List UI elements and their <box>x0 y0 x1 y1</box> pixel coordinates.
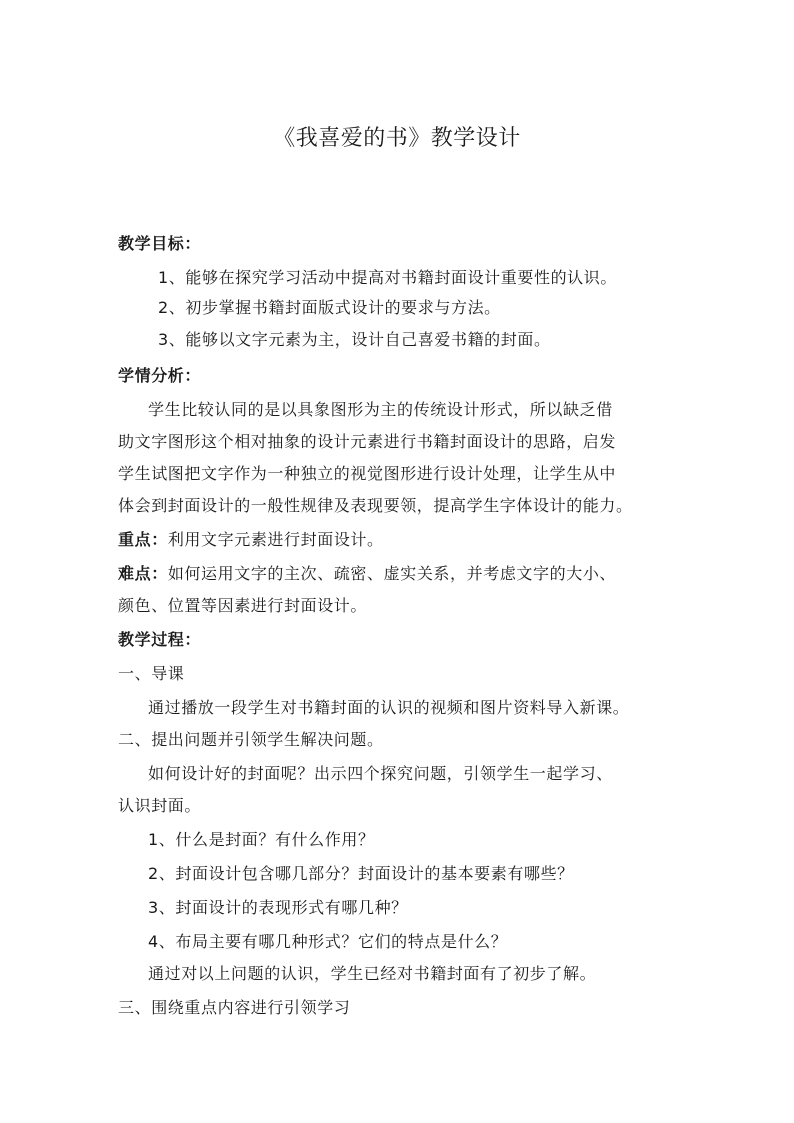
question-3: 3、封面设计的表现形式有哪几种？ <box>148 898 408 917</box>
section-2-summary: 通过对以上问题的认识，学生已经对书籍封面有了初步了解。 <box>148 964 597 983</box>
process-heading: 教学过程： <box>118 630 202 649</box>
question-1: 1、什么是封面？有什么作用？ <box>148 830 375 849</box>
objective-item-3: 3、能够以文字元素为主，设计自己喜爱书籍的封面。 <box>158 330 551 349</box>
question-2: 2、封面设计包含哪几部分？封面设计的基本要素有哪些？ <box>148 864 574 883</box>
analysis-line-2: 助文字图形这个相对抽象的设计元素进行书籍封面设计的思路，启发 <box>118 432 617 451</box>
analysis-line-3: 学生试图把文字作为一种独立的视觉图形进行设计处理，让学生从中 <box>118 464 617 483</box>
key-point-label: 重点： <box>118 530 168 549</box>
key-point-line <box>118 528 698 552</box>
section-2-text-1: 如何设计好的封面呢？出示四个探究问题，引领学生一起学习、 <box>148 764 613 783</box>
analysis-line-1: 学生比较认同的是以具象图形为主的传统设计形式，所以缺乏借 <box>148 400 613 419</box>
section-3-heading: 三、围绕重点内容进行引领学习 <box>118 998 351 1017</box>
difficulty-line-1 <box>118 562 698 586</box>
question-4: 4、布局主要有哪几种形式？它们的特点是什么？ <box>148 932 508 951</box>
analysis-heading: 学情分析： <box>118 366 202 385</box>
difficulty-text: 如何运用文字的主次、疏密、虚实关系，并考虑文字的大小、 <box>167 564 617 583</box>
difficulty-label: 难点： <box>118 564 168 583</box>
difficulty-line-2: 颜色、位置等因素进行封面设计。 <box>118 596 368 615</box>
document-title: 《我喜爱的书》教学设计 <box>273 126 521 151</box>
objective-item-1: 1、能够在探究学习活动中提高对书籍封面设计重要性的认识。 <box>158 268 617 287</box>
section-1-heading: 一、导课 <box>118 664 185 683</box>
analysis-line-4: 体会到封面设计的一般性规律及表现要领，提高学生字体设计的能力。 <box>118 496 633 515</box>
section-2-text-2: 认识封面。 <box>118 796 202 815</box>
key-point-text: 利用文字元素进行封面设计。 <box>167 530 384 549</box>
section-2-heading: 二、提出问题并引领学生解决问题。 <box>118 730 384 749</box>
objective-item-2: 2、初步掌握书籍封面版式设计的要求与方法。 <box>158 298 501 317</box>
section-1-text: 通过播放一段学生对书籍封面的认识的视频和图片资料导入新课。 <box>148 698 630 717</box>
objectives-heading: 教学目标： <box>118 234 202 253</box>
